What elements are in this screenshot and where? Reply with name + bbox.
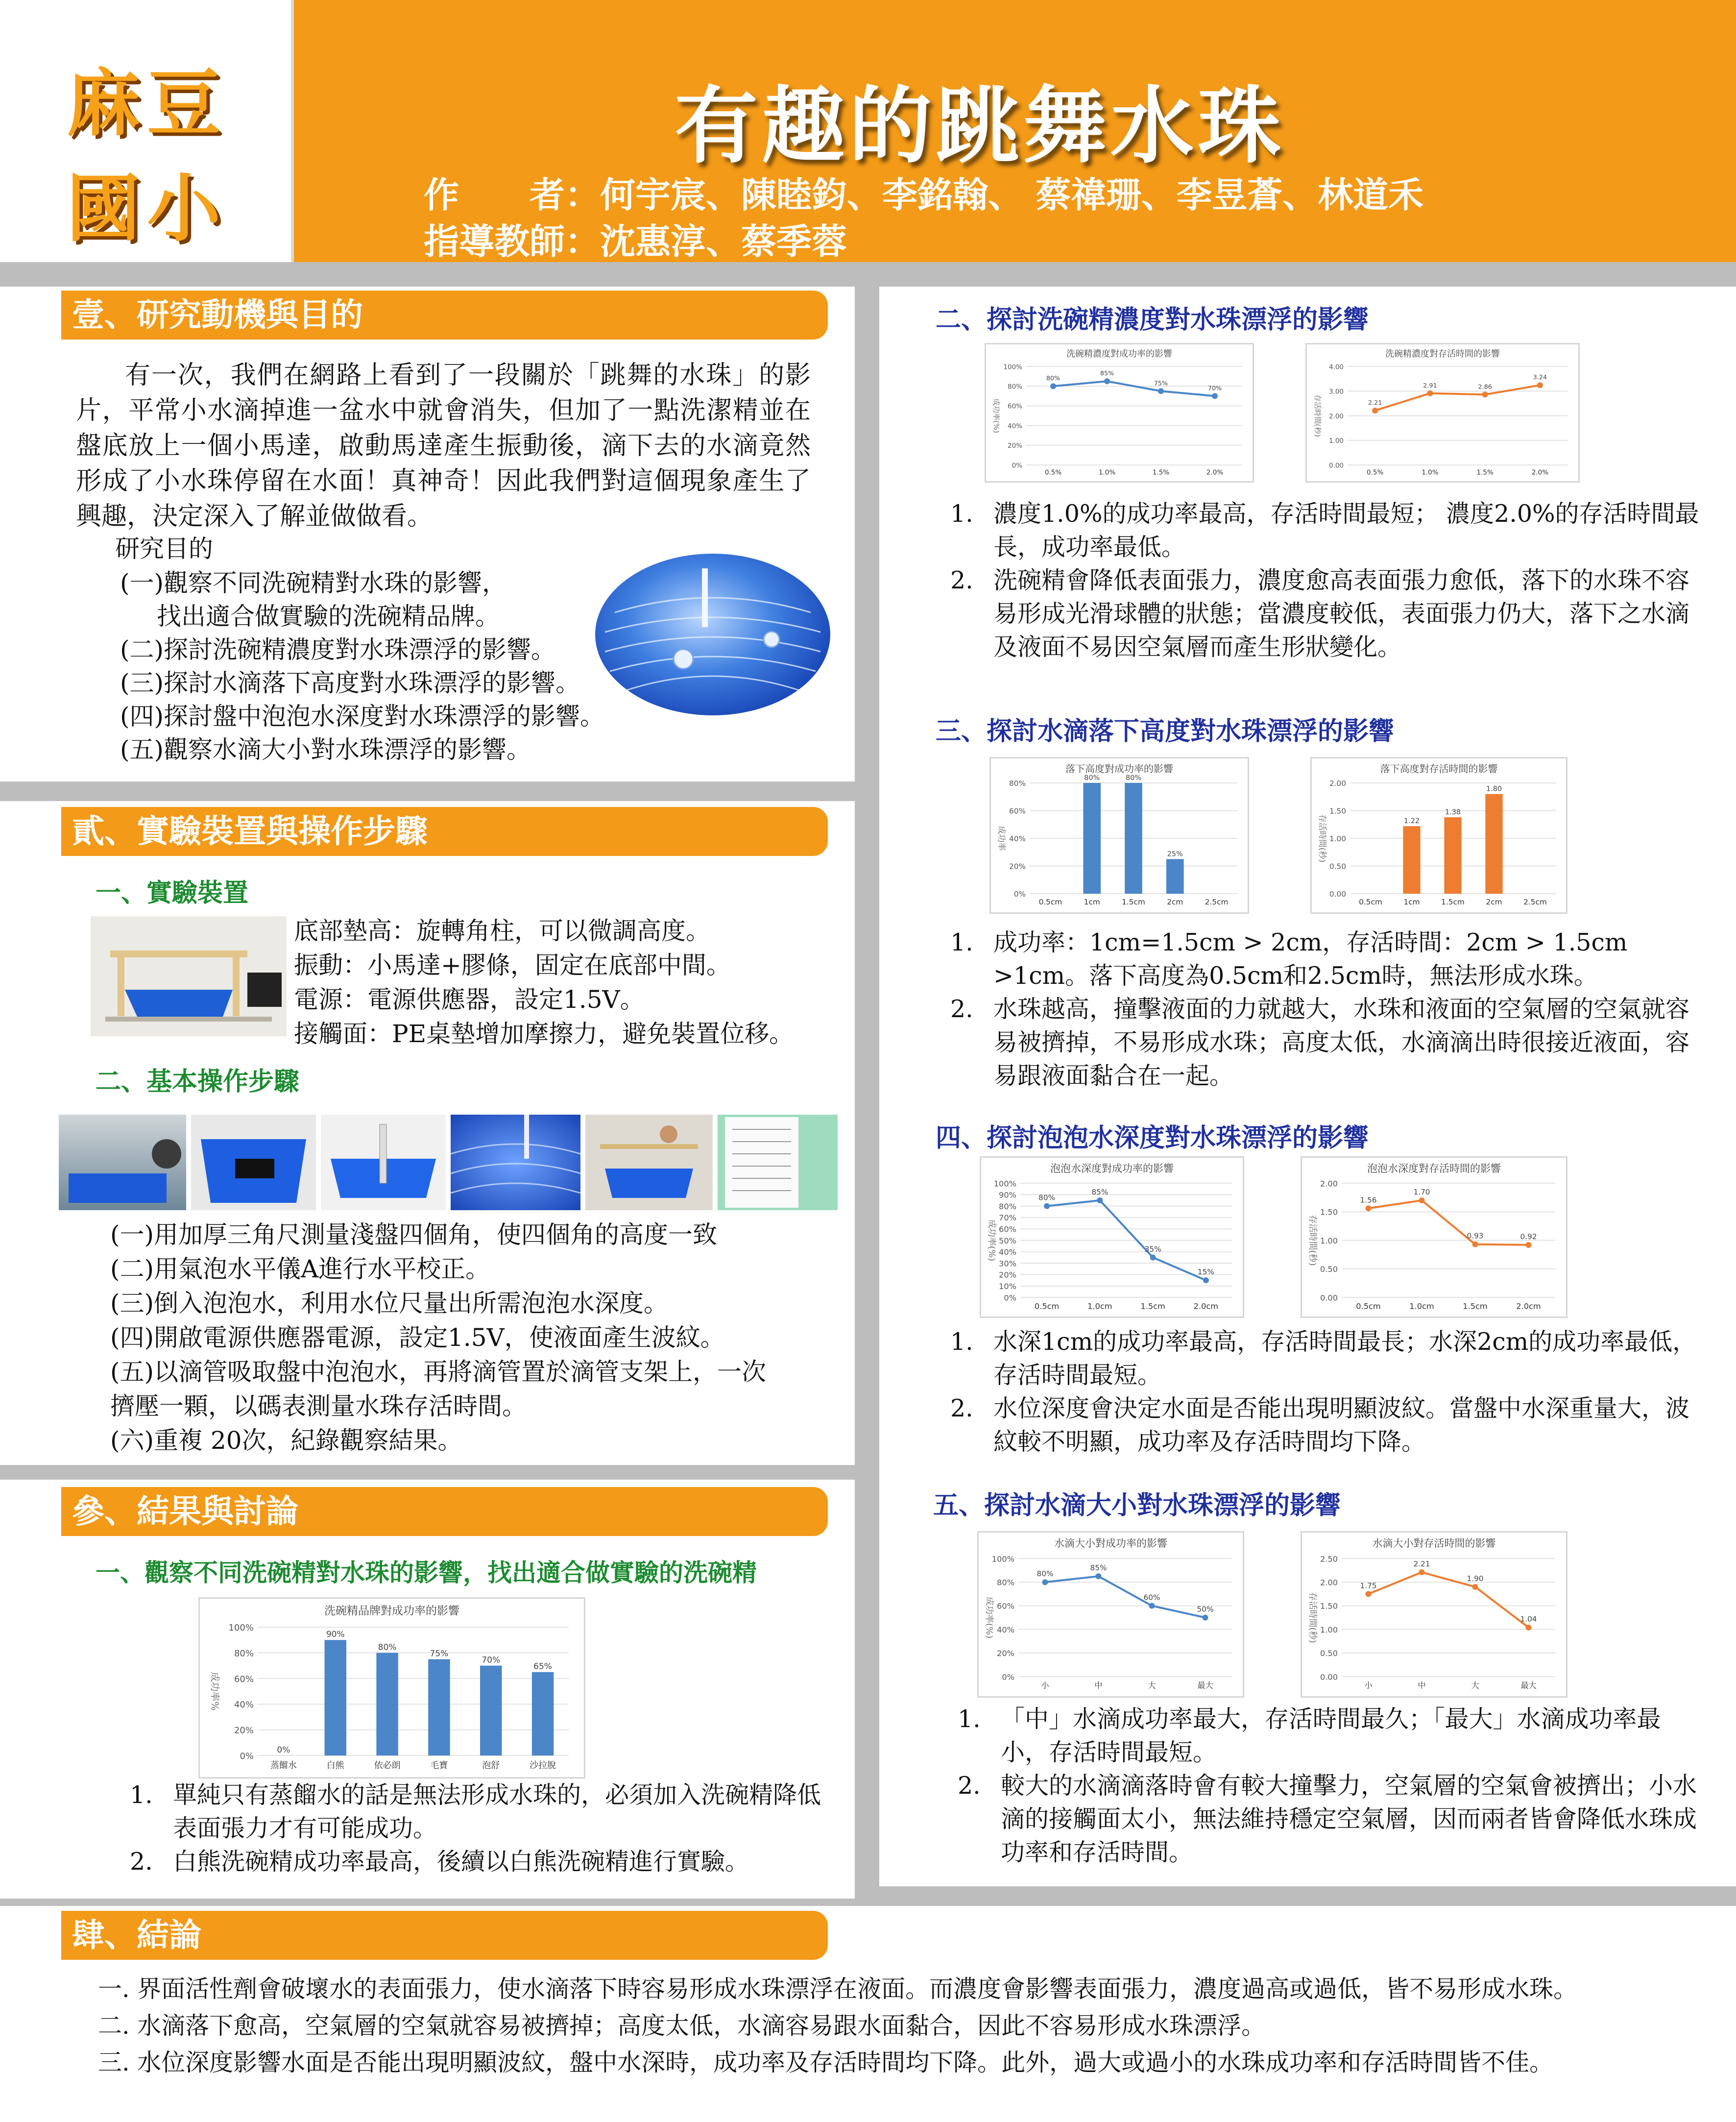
data-label: 85% [1090,1563,1107,1573]
data-label: 2.91 [1423,382,1437,390]
y-tick-label: 0.00 [1320,1672,1338,1682]
equipment-photo [91,916,287,1036]
y-tick-label: 10% [999,1282,1016,1291]
height-points [950,926,1705,1093]
data-label: 1.70 [1413,1187,1430,1196]
heading-drop-size: 五、探討水滴大小對水珠漂浮的影響 [933,1491,1341,1520]
x-tick-label: 1.0cm [1409,1301,1434,1311]
series-line [1369,1572,1529,1628]
y-tick-label: 80% [1007,383,1022,391]
panel-motivation [0,287,855,781]
data-label: 85% [1091,1187,1109,1196]
x-tick-label: 2cm [1486,898,1502,907]
data-label: 90% [326,1630,345,1640]
x-tick-label: 1.5cm [1441,898,1465,907]
heading-concentration: 二、探討洗碗精濃度對水珠漂浮的影響 [936,305,1369,335]
y-tick-label: 20% [234,1725,254,1736]
y-tick-label: 20% [1007,442,1022,450]
data-point [1203,1277,1209,1283]
y-tick-label: 80% [1009,779,1026,788]
brand-conclusion-2-text: 白熊洗碗精成功率最高，後續以白熊洗碗精進行實驗。 [173,1848,749,1876]
purpose-item-3: (三)探討水滴落下高度對水珠漂浮的影響。 [120,669,580,697]
y-axis-label: 成功率(%) [987,1219,997,1262]
y-tick-label: 60% [999,1224,1016,1234]
panel-results-1 [0,1480,855,1899]
data-point [1526,1625,1532,1631]
y-tick-label: 0% [1012,462,1022,470]
chart-depth-time [1301,1156,1567,1318]
school-name-line1: 麻豆 [66,61,227,146]
data-point [1042,1579,1048,1585]
data-label: 80% [1084,774,1100,782]
data-point [1212,393,1218,399]
concentration-point-2: 2. 洗碗精會降低表面張力，濃度愈高表面張力愈低，落下的水珠不容易形成光滑球體的狀態；當濃度較低，表面張力仍大，落下之水滴及液面不易因空氣層而產生形狀變化。 [950,566,1690,661]
y-tick-label: 0% [1013,889,1026,899]
y-tick-label: 1.50 [1329,806,1346,816]
bar [532,1672,554,1756]
advisor: 指導教師：沈惠淳、蔡季蓉 [424,221,847,262]
data-label: 1.38 [1445,808,1461,817]
y-tick-label: 1.00 [1320,1625,1338,1634]
section-heading-4: 肆、結論 [61,1911,828,1960]
x-tick-label: 毛寶 [430,1760,448,1771]
x-tick-label: 1.5cm [1122,898,1145,907]
x-tick-label: 0.5cm [1359,898,1382,907]
section-heading-2: 貳、實驗裝置與操作步驟 [61,807,828,856]
data-label: 2.21 [1368,399,1382,407]
x-tick-label: 0.5cm [1034,1301,1060,1311]
y-tick-label: 2.00 [1320,1578,1338,1587]
x-tick-label: 小 [1041,1681,1049,1690]
data-point [1472,1584,1478,1590]
depth-point-2: 2. 水位深度會決定水面是否能出現明顯波紋。當盤中水深重量大，波紋較不明顯，成功率及存活時間均下降。 [950,1394,1690,1456]
step-2: (二)用氣泡水平儀A進行水平校正。 [110,1255,490,1283]
bar [1485,794,1502,894]
y-tick-label: 100% [228,1623,254,1633]
x-tick-label: 1.5cm [1140,1301,1165,1311]
y-tick-label: 3.00 [1328,388,1344,396]
size-point-2: 2. 較大的水滴滴落時會有較大撞擊力，空氣層的空氣會被擠出；小水滴的接觸面太小，無法維持穩定空氣層，因而兩者皆會降低水珠成功率和存活時間。 [958,1772,1697,1866]
chart-concentration-success [985,343,1254,483]
y-tick-label: 0.50 [1320,1649,1338,1659]
x-tick-label: 泡舒 [482,1760,500,1771]
data-label: 1.75 [1360,1581,1377,1590]
step-photo-4 [451,1115,580,1210]
x-tick-label: 1.5% [1476,468,1494,477]
chart-title: 洗碗精濃度對存活時間的影響 [1385,349,1500,359]
depth-point-1: 1. 水深1cm的成功率最高，存活時間最長；水深2cm的成功率最低，存活時間最短。 [950,1328,1697,1389]
chart-height-time [1310,757,1567,914]
step-5: (五)以滴管吸取盤中泡泡水，再將滴管置於滴管支架上，一次 [110,1358,767,1386]
data-point [1482,391,1488,397]
x-tick-label: 2.0% [1206,468,1224,477]
data-point [1366,1591,1372,1597]
data-label: 3.24 [1533,374,1547,382]
chart-title: 洗碗精品牌對成功率的影響 [324,1605,459,1617]
x-tick-label: 2.0cm [1193,1301,1219,1311]
y-tick-label: 4.00 [1328,363,1344,371]
chart-title: 落下高度對存活時間的影響 [1380,763,1498,775]
concentration-point-1: 1. 濃度1.0%的成功率最高，存活時間最短； 濃度2.0%的存活時間最長，成功率最低。 [950,500,1699,561]
chart-size-time [1301,1531,1567,1698]
step-photo-1 [59,1115,186,1210]
data-label: 1.90 [1467,1574,1484,1583]
x-tick-label: 最大 [1520,1681,1537,1690]
authors: 作 者：何宇宸、陳睦鈞、李銘翰、 蔡禕珊、李昱蒼、林道禾 [424,174,1424,216]
data-label: 80% [378,1642,397,1653]
chart-brand-success [198,1597,585,1779]
series-line [1369,1200,1529,1245]
subheading-brands: 一、觀察不同洗碗精對水珠的影響，找出適合做實驗的洗碗精 [96,1559,757,1587]
y-axis-label: 存活時間(秒) [1307,1592,1318,1643]
y-tick-label: 1.00 [1320,1236,1338,1245]
chart-title: 落下高度對成功率的影響 [1065,763,1173,775]
data-label: 80% [1125,774,1142,782]
x-tick-label: 白熊 [326,1760,344,1771]
motivation-paragraph: 有一次，我們在網路上看到了一段關於「跳舞的水珠」的影片，平常小水滴掉進一盆水中就會消失，但加了一點洗潔精並在盤底放上一個小馬達，啟動馬達產生振動後，滴下去的水滴竟然形成了小水珠停留在水面！真神奇！因此我們對這個現象產生了興趣，決定深入了解並做做看。 [76,361,811,531]
concentration-points [950,497,1705,664]
bar [1166,859,1184,894]
section-heading-1: 壹、研究動機與目的 [61,291,828,340]
equipment-line-1: 底部墊高：旋轉角柱，可以微調高度。 [294,917,710,945]
bar [1125,783,1142,894]
data-label: 0% [277,1745,290,1755]
section-heading-3: 參、結果與討論 [61,1487,828,1536]
y-tick-label: 100% [991,1554,1014,1564]
y-tick-label: 40% [234,1700,254,1710]
data-label: 0.93 [1467,1231,1484,1241]
y-tick-label: 20% [1009,862,1026,871]
y-tick-label: 2.50 [1320,1554,1338,1564]
x-tick-label: 1cm [1084,898,1100,907]
data-point [1149,1603,1155,1609]
x-tick-label: 1.5% [1152,468,1170,477]
subheading-steps: 二、基本操作步驟 [96,1067,300,1097]
y-tick-label: 1.00 [1328,437,1344,445]
data-label: 80% [1046,375,1061,383]
data-label: 65% [533,1661,552,1672]
y-tick-label: 2.00 [1328,412,1344,420]
data-point [1096,1573,1102,1579]
data-label: 1.56 [1360,1195,1377,1205]
data-point [1044,1203,1050,1209]
data-point [1526,1242,1532,1248]
data-label: 1.22 [1403,817,1420,826]
bar [376,1653,398,1756]
equipment-line-4: 接觸面：PE桌墊增加摩擦力，避免裝置位移。 [294,1020,794,1048]
chart-title: 泡泡水深度對存活時間的影響 [1367,1163,1501,1174]
x-tick-label: 2.0% [1531,468,1549,477]
data-label: 0.92 [1520,1232,1537,1241]
y-tick-label: 30% [999,1259,1016,1268]
y-tick-label: 70% [999,1213,1016,1223]
height-point-1-text: 成功率：1cm=1.5cm > 2cm，存活時間：2cm > 1.5cm >1cm。落下高度為0.5cm和2.5cm時，無法形成水珠。 [993,928,1628,990]
chart-size-success [977,1531,1244,1698]
bar [480,1666,502,1756]
chart-title: 水滴大小對存活時間的影響 [1372,1537,1496,1549]
step-1: (一)用加厚三角尺測量淺盤四個角，使四個角的高度一致 [110,1220,718,1249]
data-point [1104,378,1110,384]
panel-setup [0,801,855,1465]
brand-conclusion-2: 2. 白熊洗碗精成功率最高，後續以白熊洗碗精進行實驗。 [130,1848,749,1876]
size-point-1: 1. 「中」水滴成功率最大，存活時間最久；「最大」水滴成功率最小，存活時間最短。 [958,1705,1661,1766]
data-point [1366,1205,1372,1211]
size-point-2-text: 較大的水滴滴落時會有較大撞擊力，空氣層的空氣會被擠出；小水滴的接觸面太小，無法維持穩定空氣層，因而兩者皆會降低水珠成功率和存活時間。 [1001,1772,1697,1866]
data-label: 1.04 [1520,1614,1537,1624]
step-photo-3 [321,1115,446,1210]
y-axis-label: 存活時間(秒) [1307,1215,1318,1266]
data-label: 80% [1038,1193,1056,1202]
y-tick-label: 40% [1007,422,1022,430]
heading-height: 三、探討水滴落下高度對水珠漂浮的影響 [936,717,1395,746]
y-tick-label: 0.00 [1328,462,1344,470]
data-label: 70% [1207,385,1222,392]
data-point [1427,390,1433,396]
data-point [1158,388,1164,394]
data-label: 80% [1037,1569,1054,1579]
y-tick-label: 80% [997,1578,1014,1587]
height-point-1: 1. 成功率：1cm=1.5cm > 2cm，存活時間：2cm > 1.5cm >1cm。落下高度為0.5cm和2.5cm時，無法形成水珠。 [950,928,1628,990]
height-point-2-text: 水珠越高，撞擊液面的力就越大，水珠和液面的空氣層的空氣就容易被擠掉，不易形成水珠；高度太低，水滴滴出時很接近液面，容易跟液面黏合在一起。 [993,995,1690,1090]
brand-conclusion-1: 1. 單純只有蒸餾水的話是無法形成水珠的，必須加入洗碗精降低表面張力才有可能成功。 [130,1781,821,1842]
step-photo-6 [718,1115,838,1210]
chart-height-success [989,757,1249,914]
y-tick-label: 60% [1009,806,1026,816]
y-tick-label: 20% [999,1270,1016,1280]
data-point [1419,1197,1425,1203]
x-tick-label: 依必朗 [374,1760,401,1771]
x-tick-label: 0.5% [1366,468,1384,477]
y-tick-label: 2.00 [1320,1179,1338,1189]
bar [1083,783,1101,894]
data-point [1203,1615,1208,1621]
y-tick-label: 0% [1002,1672,1014,1682]
x-tick-label: 中 [1094,1681,1103,1690]
x-tick-label: 1.0% [1422,468,1439,477]
data-point [1419,1569,1425,1575]
purpose-item-4: (四)探討盤中泡泡水深度對水珠漂浮的影響。 [120,702,605,731]
conclusion-line-3: 三. 水位深度影響水面是否能出現明顯波紋，盤中水深時，成功率及存活時間均下降。此外，過大或過小的水珠成功率和存活時間皆不佳。 [98,2049,1554,2076]
step-6: (六)重複 20次，紀錄觀察結果。 [110,1426,462,1455]
y-axis-label: 存活時間(秒) [1317,814,1327,863]
x-tick-label: 2.5cm [1205,898,1229,907]
data-label: 70% [482,1655,501,1665]
x-tick-label: 2.5cm [1523,898,1547,907]
data-point [1472,1242,1478,1247]
x-tick-label: 最大 [1197,1681,1213,1690]
series-line [1053,381,1215,396]
bar [325,1640,346,1756]
y-tick-label: 1.50 [1320,1207,1338,1217]
y-tick-label: 0.50 [1329,862,1346,871]
equipment-line-2: 振動：小馬達+膠條，固定在底部中間。 [294,951,731,979]
data-label: 50% [1197,1605,1214,1614]
x-tick-label: 2.0cm [1516,1301,1541,1311]
y-axis-label: 成功率 [996,826,1006,851]
data-label: 25% [1167,850,1183,858]
y-tick-label: 80% [234,1648,254,1659]
x-tick-label: 1.0cm [1087,1301,1112,1311]
y-tick-label: 90% [999,1190,1016,1200]
y-tick-label: 0.00 [1320,1293,1338,1303]
x-tick-label: 小 [1364,1681,1373,1690]
water-bead-photo [595,554,830,715]
y-tick-label: 20% [997,1649,1014,1659]
school-logo [0,0,294,262]
x-tick-label: 1cm [1403,898,1420,907]
brand-conclusions [130,1779,835,1878]
y-tick-label: 0.00 [1329,889,1346,899]
y-tick-label: 2.00 [1329,779,1346,788]
y-axis-label: 成功率% [209,1672,221,1711]
data-label: 75% [430,1649,449,1659]
y-tick-label: 0.50 [1320,1265,1338,1274]
step-photo-2 [191,1115,316,1210]
y-tick-label: 0% [240,1751,254,1761]
size-points [958,1703,1707,1869]
y-tick-label: 80% [999,1201,1016,1211]
x-tick-label: 大 [1471,1681,1479,1690]
depth-points [950,1325,1705,1459]
panel-results-2 [879,287,1736,1886]
x-tick-label: 中 [1418,1681,1426,1690]
purpose-item-1b: 找出適合做實驗的洗碗精品牌。 [157,602,500,631]
y-tick-label: 60% [1007,402,1022,411]
depth-point-2-text: 水位深度會決定水面是否能出現明顯波紋。當盤中水深重量大，波紋較不明顯，成功率及存活時間均下降。 [993,1394,1690,1456]
chart-title: 水滴大小對成功率的影響 [1054,1537,1167,1549]
y-tick-label: 50% [999,1236,1016,1245]
data-label: 60% [1143,1593,1160,1602]
concentration-point-2-text: 洗碗精會降低表面張力，濃度愈高表面張力愈低，落下的水珠不容易形成光滑球體的狀態；當濃度較低，表面張力仍大，落下之水滴及液面不易因空氣層而產生形狀變化。 [993,566,1690,661]
equipment-illustration [91,916,287,1036]
step-5b: 擠壓一顆，以碼表測量水珠存活時間。 [110,1392,527,1420]
y-tick-label: 0% [1004,1293,1016,1303]
y-tick-label: 60% [234,1674,254,1684]
step-4: (四)開啟電源供應器電源，設定1.5V，使液面產生波紋。 [110,1323,725,1352]
depth-point-1-text: 水深1cm的成功率最高，存活時間最長；水深2cm的成功率最低，存活時間最短。 [993,1328,1697,1389]
height-point-2: 2. 水珠越高，撞擊液面的力就越大，水珠和液面的空氣層的空氣就容易被擠掉，不易形成水珠；高度太低，水滴滴出時很接近液面，容易跟液面黏合在一起。 [950,995,1690,1090]
x-tick-label: 0.5% [1044,468,1062,477]
x-tick-label: 0.5cm [1356,1301,1381,1311]
y-tick-label: 60% [997,1601,1014,1611]
size-point-1-text: 「中」水滴成功率最大，存活時間最久；「最大」水滴成功率最小，存活時間最短。 [1001,1705,1661,1766]
data-point [1537,382,1543,388]
water-bead-illustration [595,554,830,715]
panel-conclusion [0,1906,1736,2122]
data-point [1150,1254,1156,1260]
conclusion-line-1: 一. 界面活性劑會破壞水的表面張力，使水滴落下時容易形成水珠漂浮在液面。而濃度會影響表面張力，濃度過高或過低，皆不易形成水珠。 [98,1975,1578,2003]
data-point [1050,383,1056,389]
y-tick-label: 100% [993,1179,1016,1189]
y-tick-label: 1.00 [1329,834,1346,843]
school-name-line2: 國小 [66,167,227,252]
y-tick-label: 40% [997,1625,1014,1634]
equipment-line-3: 電源：電源供應器，設定1.5V。 [294,985,645,1014]
x-tick-label: 1.5cm [1463,1301,1488,1311]
x-tick-label: 0.5cm [1038,898,1062,907]
y-tick-label: 1.50 [1320,1601,1338,1611]
x-tick-label: 蒸餾水 [270,1760,297,1771]
data-label: 2.86 [1478,383,1492,391]
bar [1444,817,1461,894]
poster-title: 有趣的跳舞水珠 [674,78,1285,175]
y-axis-label: 成功率(%) [984,1596,994,1639]
bar [1403,826,1420,894]
brand-conclusion-1-text: 單純只有蒸餾水的話是無法形成水珠的，必須加入洗碗精降低表面張力才有可能成功。 [173,1781,821,1842]
x-tick-label: 2cm [1167,898,1183,907]
data-label: 85% [1100,370,1114,378]
y-tick-label: 100% [1003,363,1022,371]
y-axis-label: 存活時間(秒) [1313,394,1322,437]
y-tick-label: 40% [999,1247,1016,1257]
series-line [1375,385,1540,411]
chart-title: 泡泡水深度對成功率的影響 [1050,1163,1174,1174]
data-label: 75% [1154,380,1168,388]
y-tick-label: 40% [1009,834,1026,843]
conclusion-line-2: 二. 水滴落下愈高，空氣層的空氣就容易被擠掉；高度太低，水滴容易跟水面黏合，因此不容易形成水珠漂浮。 [98,2012,1266,2040]
chart-concentration-time [1305,343,1580,483]
data-label: 1.80 [1486,785,1502,793]
chart-depth-success [980,1156,1244,1318]
y-axis-label: 成功率(%) [992,398,1001,433]
purpose-title: 研究目的 [115,535,213,563]
step-3: (三)倒入泡泡水，利用水位尺量出所需泡泡水深度。 [110,1289,669,1317]
step-photo-5 [585,1115,713,1210]
bar [428,1659,450,1756]
chart-title: 洗碗精濃度對成功率的影響 [1066,349,1172,359]
concentration-point-1-text: 濃度1.0%的成功率最高，存活時間最短； 濃度2.0%的存活時間最長，成功率最低。 [993,500,1699,561]
purpose-item-1: (一)觀察不同洗碗精對水珠的影響， [120,569,507,597]
purpose-item-2: (二)探討洗碗精濃度對水珠漂浮的影響。 [120,635,556,664]
heading-depth: 四、探討泡泡水深度對水珠漂浮的影響 [936,1123,1369,1153]
subheading-equipment: 一、實驗裝置 [96,878,249,908]
purpose-item-5: (五)觀察水滴大小對水珠漂浮的影響。 [120,735,531,764]
data-label: 15% [1197,1268,1214,1277]
data-point [1097,1197,1103,1203]
data-label: 35% [1144,1244,1161,1254]
x-tick-label: 1.0% [1098,468,1116,477]
x-tick-label: 沙拉脫 [530,1760,556,1771]
data-label: 2.21 [1413,1559,1430,1568]
x-tick-label: 大 [1148,1681,1156,1690]
data-point [1372,408,1378,414]
